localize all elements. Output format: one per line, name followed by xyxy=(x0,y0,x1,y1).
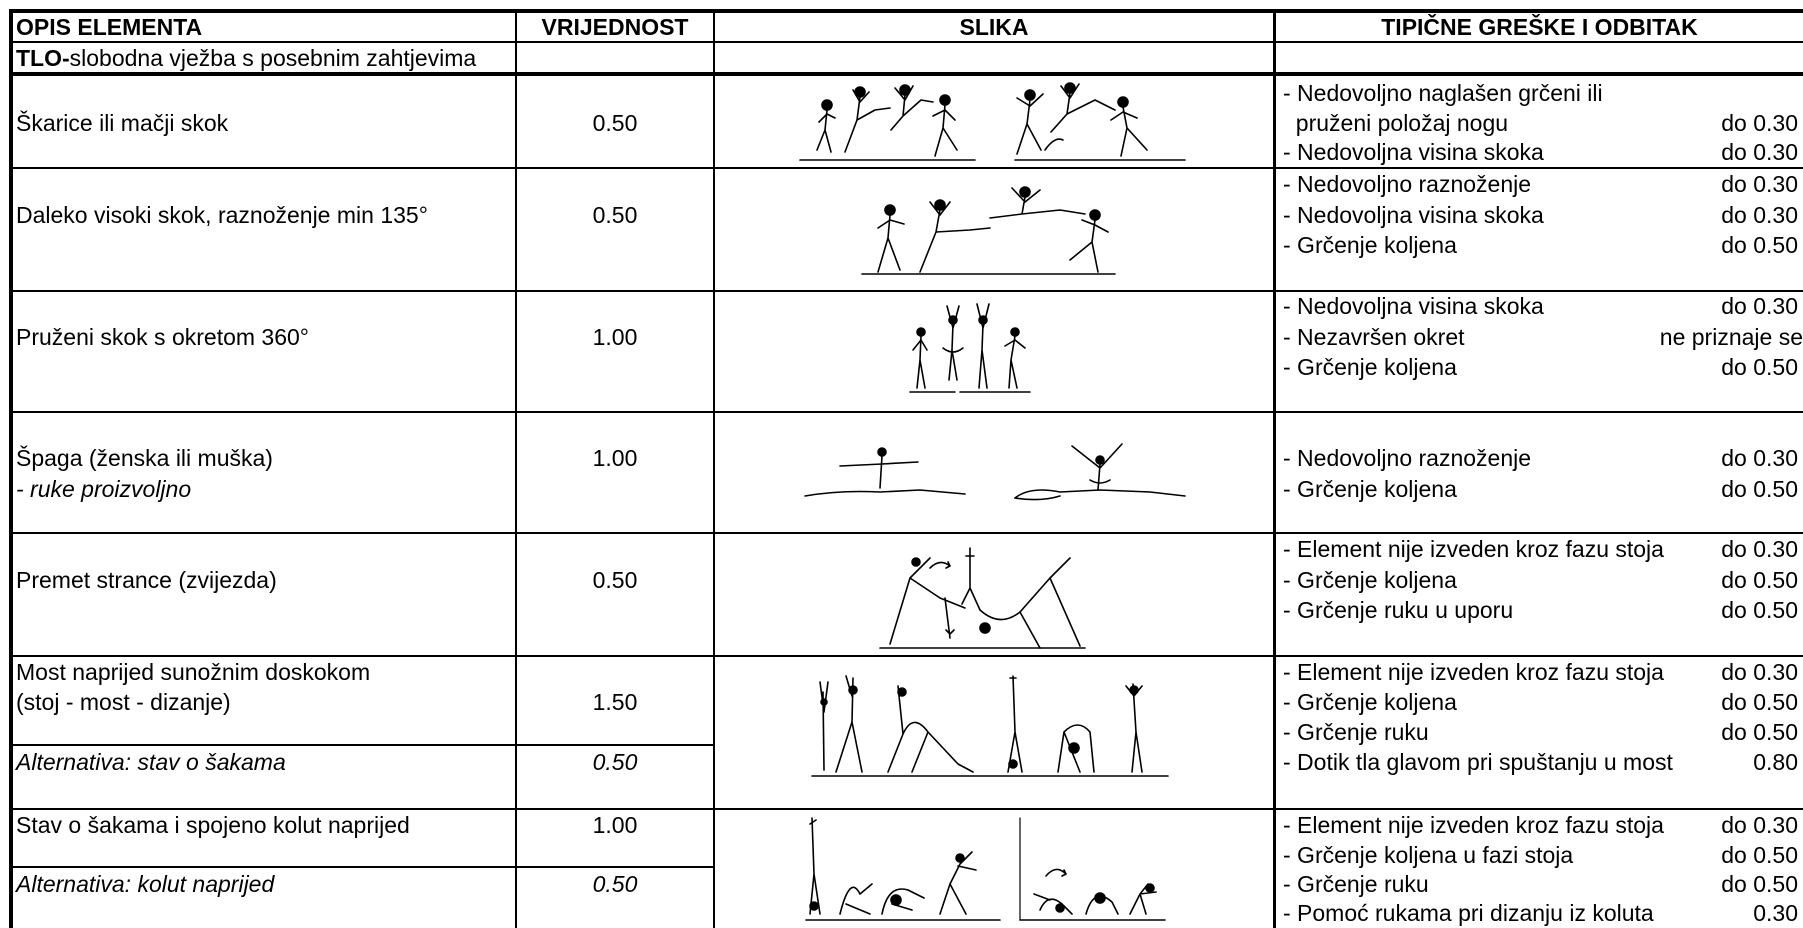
row2-error-2: - Nedovoljna visina skoka xyxy=(1283,202,1544,228)
row7-error-2: - Grčenje koljena u fazi stoja xyxy=(1283,842,1574,868)
row7-name: Stav o šakama i spojeno kolut naprijed xyxy=(16,812,410,838)
row6-error-2: - Grčenje koljena xyxy=(1283,689,1457,715)
split-leap-figure xyxy=(860,180,1120,280)
row6-ded-3: do 0.50 xyxy=(1721,719,1798,745)
row2-ded-3: do 0.50 xyxy=(1721,232,1798,258)
row4-sub: - ruke proizvoljno xyxy=(16,476,192,502)
walkover-figure xyxy=(808,672,1178,782)
row2-name: Daleko visoki skok, raznoženje min 135° xyxy=(16,202,428,228)
row4-value: 1.00 xyxy=(592,445,638,471)
row3-error-3: - Grčenje koljena xyxy=(1283,354,1457,380)
row7-error-4: - Pomoć rukama pri dizanju iz koluta xyxy=(1283,900,1654,926)
row6-name2: (stoj - most - dizanje) xyxy=(16,689,231,715)
row6-value: 1.50 xyxy=(592,689,638,715)
row-line-4 xyxy=(9,532,1803,534)
row3-error-1: - Nedovoljna visina skoka xyxy=(1283,293,1544,319)
row6-alt: Alternativa: stav o šakama xyxy=(16,749,286,775)
row5-ded-2: do 0.50 xyxy=(1721,567,1798,593)
col-divider-3 xyxy=(1273,9,1276,928)
row6-ded-2: do 0.50 xyxy=(1721,689,1798,715)
scissors-leap-figure xyxy=(795,80,1195,166)
row6-name: Most naprijed sunožnim doskokom xyxy=(16,659,371,685)
row1-ded-2: do 0.30 xyxy=(1721,110,1798,136)
row5-error-3: - Grčenje ruku u uporu xyxy=(1283,597,1514,623)
row4-error-1: - Nedovoljno raznoženje xyxy=(1283,445,1532,471)
row7-error-3: - Grčenje ruku xyxy=(1283,871,1429,897)
row-line-1 xyxy=(9,167,1803,169)
split-figure xyxy=(800,440,1190,510)
row6-error-4: - Dotik tla glavom pri spuštanju u most xyxy=(1283,749,1673,775)
row4-ded-2: do 0.50 xyxy=(1721,476,1798,502)
row3-name: Pruženi skok s okretom 360° xyxy=(16,324,309,350)
row7-ded-3: do 0.50 xyxy=(1721,871,1798,897)
row5-name: Premet strance (zvijezda) xyxy=(16,567,277,593)
row-line-6 xyxy=(9,808,1803,810)
row7-ded-4: 0.30 xyxy=(1753,900,1798,926)
row2-error-1: - Nedovoljno raznoženje xyxy=(1283,171,1532,197)
row6-error-3: - Grčenje ruku xyxy=(1283,719,1429,745)
row1-error-3: - Nedovoljna visina skoka xyxy=(1283,139,1544,165)
row-line-3 xyxy=(9,411,1803,413)
row5-ded-1: do 0.30 xyxy=(1721,536,1798,562)
row4-ded-1: do 0.30 xyxy=(1721,445,1798,471)
section-title-rest: slobodna vježba s posebnim zahtjevima xyxy=(69,45,477,71)
row3-value: 1.00 xyxy=(592,324,638,350)
row1-error-1: - Nedovoljno naglašen grčeni ili xyxy=(1283,80,1603,106)
row2-error-3: - Grčenje koljena xyxy=(1283,232,1457,258)
section-title xyxy=(16,45,476,71)
alt-line-6 xyxy=(9,744,715,746)
row3-ded-2: ne priznaje se xyxy=(1659,324,1803,350)
row5-ded-3: do 0.50 xyxy=(1721,597,1798,623)
row6-ded-4: 0.80 xyxy=(1753,749,1798,775)
row4-name: Špaga (ženska ili muška) xyxy=(16,445,273,471)
row1-error-2: pruženi položaj nogu xyxy=(1283,110,1509,136)
row2-ded-2: do 0.30 xyxy=(1721,202,1798,228)
row7-ded-2: do 0.50 xyxy=(1721,842,1798,868)
header-slika: SLIKA xyxy=(959,14,1029,40)
header-opis: OPIS ELEMENTA xyxy=(16,14,203,40)
row7-alt: Alternativa: kolut naprijed xyxy=(16,871,275,897)
section-bottom-line xyxy=(9,72,1803,76)
header-greske: TIPIČNE GREŠKE I ODBITAK xyxy=(1381,14,1698,40)
row6-alt-value: 0.50 xyxy=(592,749,638,775)
header-bottom-line xyxy=(9,41,1803,43)
row1-name: Škarice ili mačji skok xyxy=(16,110,229,136)
handstand-roll-figure xyxy=(800,814,1170,926)
row3-error-2: - Nezavršen okret xyxy=(1283,324,1465,350)
turn-jump-figure xyxy=(905,300,1035,400)
row5-error-2: - Grčenje koljena xyxy=(1283,567,1457,593)
row3-ded-1: do 0.30 xyxy=(1721,293,1798,319)
table-border-left xyxy=(9,9,13,928)
cartwheel-figure xyxy=(870,538,1100,652)
row7-alt-value: 0.50 xyxy=(592,871,638,897)
header-vrijednost: VRIJEDNOST xyxy=(541,14,689,40)
row5-value: 0.50 xyxy=(592,567,638,593)
row-line-2 xyxy=(9,290,1803,292)
row7-value: 1.00 xyxy=(592,812,638,838)
col-divider-2 xyxy=(713,9,715,928)
row6-error-1: - Element nije izveden kroz fazu stoja xyxy=(1283,659,1664,685)
row4-error-2: - Grčenje koljena xyxy=(1283,476,1457,502)
row7-ded-1: do 0.30 xyxy=(1721,812,1798,838)
row-line-5 xyxy=(9,655,1803,657)
section-title-bold: TLO- xyxy=(16,45,70,71)
row2-ded-1: do 0.30 xyxy=(1721,171,1798,197)
row2-value: 0.50 xyxy=(592,202,638,228)
row3-ded-3: do 0.50 xyxy=(1721,354,1798,380)
row6-ded-1: do 0.30 xyxy=(1721,659,1798,685)
row1-ded-3: do 0.30 xyxy=(1721,139,1798,165)
row7-error-1: - Element nije izveden kroz fazu stoja xyxy=(1283,812,1664,838)
table-border-top xyxy=(9,9,1803,13)
alt-line-7 xyxy=(9,866,715,868)
row1-value: 0.50 xyxy=(592,110,638,136)
row5-error-1: - Element nije izveden kroz fazu stoja xyxy=(1283,536,1664,562)
